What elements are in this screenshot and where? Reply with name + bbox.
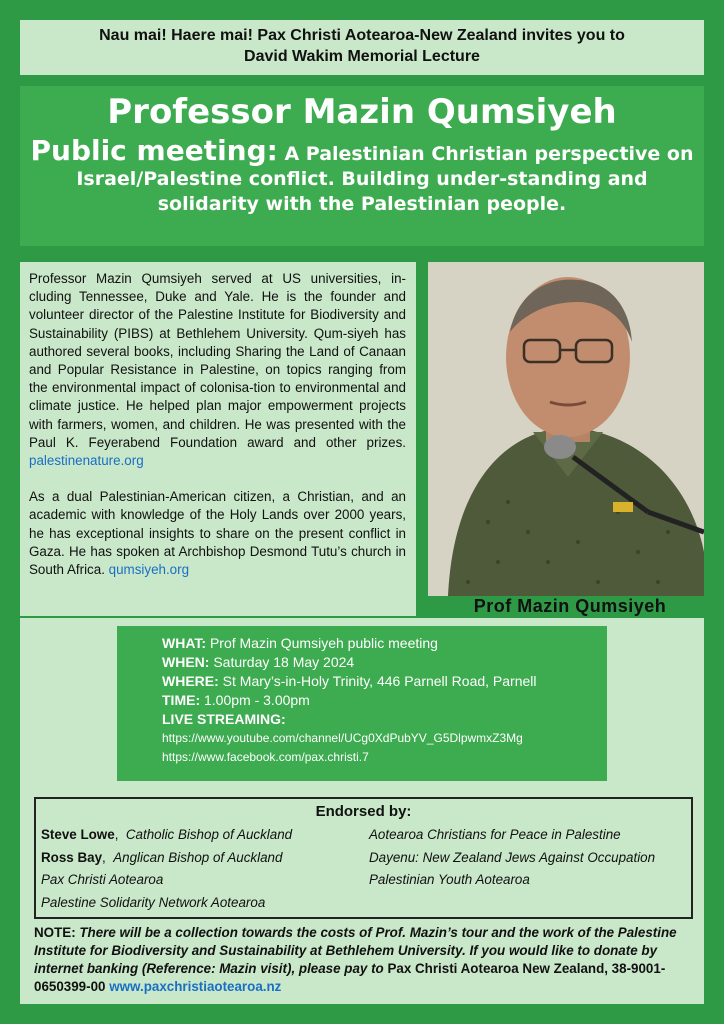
bank-details: Pax Christi Aotearoa New Zealand, 38-9001-0650399-00 xyxy=(34,961,666,994)
endorser-item: Palestine Solidarity Network Aotearoa xyxy=(41,894,266,910)
biography-box xyxy=(20,262,416,616)
when-value: Saturday 18 May 2024 xyxy=(209,654,355,670)
event-details xyxy=(117,626,607,781)
invitation-line: Nau mai! Haere mai! Pax Christi Aotearoa-New Zealand invites you to xyxy=(99,27,625,44)
invitation-banner xyxy=(20,20,704,75)
time-value: 1.00pm - 3.00pm xyxy=(200,692,310,708)
what-value: Prof Mazin Qumsiyeh public meeting xyxy=(206,635,438,651)
endorser-item: Palestinian Youth Aotearoa xyxy=(369,872,530,887)
meeting-lead: Public meeting: xyxy=(30,134,278,167)
event-what xyxy=(162,634,607,653)
facebook-link[interactable]: https://www.facebook.com/pax.christi.7 xyxy=(162,750,369,764)
endorser-list-right xyxy=(369,824,655,892)
bio-paragraph-1 xyxy=(29,270,406,470)
event-when xyxy=(162,653,607,672)
palestinenature-link[interactable]: palestinenature.org xyxy=(29,453,144,469)
bio-text-2: As a dual Palestinian-American citizen, a Christian, and an academic with knowledge of the Holy Lands over 2000 years, he has exceptional insights to share on the present conflict in Gaza. He has spoken at Archbishop Desmond Tutu’s church in South Africa. xyxy=(29,489,406,578)
what-label: WHAT: xyxy=(162,635,207,651)
bio-text-1: Professor Mazin Qumsiyeh served at US universities, in-cluding Tennessee, Duke and Yale. He is the founder and volunteer director of the Palestine Institute for Biodiversity and Sustainability (PIBS) at Bethlehem University. Qum-siyeh has authored several books, including Sharing the Land of Canaan and Popular Resistance in Palestine, on topics ranging from the environmental impact of colonisa-tion to environmental and climate justice. He helped plan major empowerment projects with farmers, women, and children. He was presented with the Paul K. Feyerabend Foundation award and other prizes. xyxy=(29,271,406,450)
lecture-name: David Wakim Memorial Lecture xyxy=(244,48,480,65)
endorser-item: Steve Lowe, Catholic Bishop of Auckland xyxy=(41,827,293,842)
where-label: WHERE: xyxy=(162,673,219,689)
event-where xyxy=(162,672,607,691)
endorser-name: Ross Bay xyxy=(41,849,103,865)
endorser-item: Aotearoa Christians for Peace in Palestine xyxy=(369,827,621,842)
endorser-role: Anglican Bishop of Auckland xyxy=(113,849,283,865)
paxchristi-website-link[interactable]: www.paxchristiaotearoa.nz xyxy=(109,979,282,994)
header-band xyxy=(20,86,704,246)
note-label: NOTE: xyxy=(34,925,76,940)
endorser-item: Dayenu: New Zealand Jews Against Occupation xyxy=(369,849,656,865)
photo-caption: Prof Mazin Qumsiyeh xyxy=(473,596,667,616)
event-time xyxy=(162,691,607,710)
where-value: St Mary’s-in-Holy Trinity, 446 Parnell Road, Parnell xyxy=(218,673,537,689)
meeting-subject: A Palestinian Christian perspective on Israel/Palestine conflict. Building under-standing and solidarity with the Palestinian people. xyxy=(76,143,694,215)
note-text: There will be a collection towards the costs of Prof. Mazin’s tour and the work of the Palestine Institute for Biodiversity and Sustainability at Bethlehem University. If you would like to donate by internet banking (Reference: Mazin visit), please pay to xyxy=(34,925,677,976)
speaker-title: Professor Mazin Qumsiyeh xyxy=(107,92,617,132)
endorser-role: Catholic Bishop of Auckland xyxy=(125,827,293,842)
endorser-list-left xyxy=(41,824,292,914)
bio-paragraph-2 xyxy=(29,488,406,579)
live-streaming-label: LIVE STREAMING: xyxy=(162,711,286,727)
donation-note xyxy=(34,924,698,999)
speaker-portrait-illustration xyxy=(428,262,704,596)
endorsement-box xyxy=(34,797,693,919)
endorser-item: Pax Christi Aotearoa xyxy=(41,872,164,887)
meeting-title xyxy=(28,134,696,217)
time-label: TIME: xyxy=(162,692,201,708)
speaker-photo xyxy=(428,262,704,596)
qumsiyeh-link[interactable]: qumsiyeh.org xyxy=(108,562,190,578)
youtube-link[interactable]: https://www.youtube.com/channel/UCg0XdPubYV_G5DlpwmxZ3Mg xyxy=(162,731,523,745)
endorsed-by-heading: Endorsed by: xyxy=(315,803,412,820)
endorser-name: Steve Lowe xyxy=(41,827,115,842)
when-label: WHEN: xyxy=(162,654,210,670)
endorser-item: Ross Bay, Anglican Bishop of Auckland xyxy=(41,849,283,865)
